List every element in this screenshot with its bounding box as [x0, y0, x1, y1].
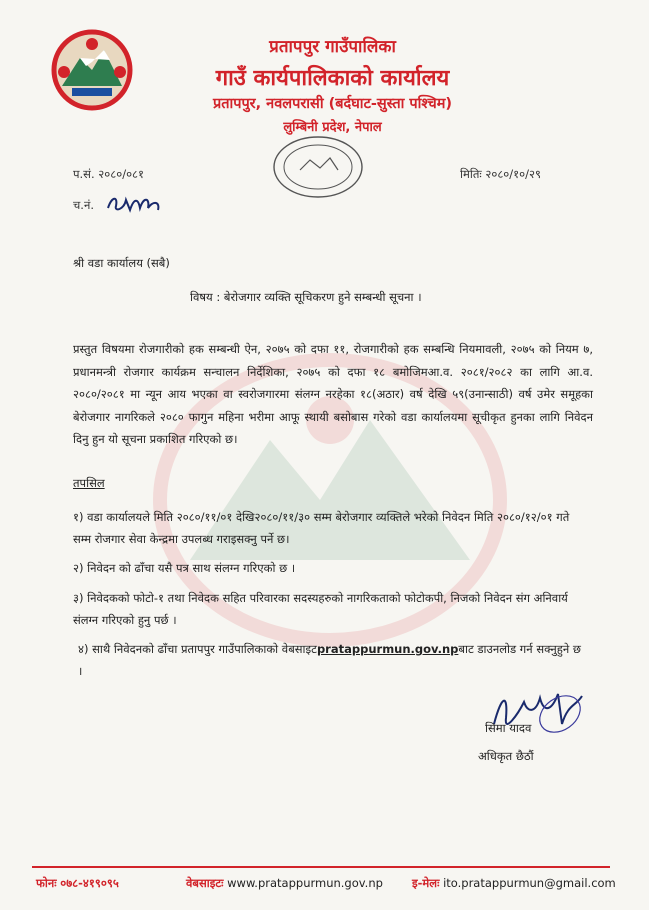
municipality-name: प्रतापपुर गाउँपालिका	[269, 37, 396, 57]
footer-website-link[interactable]: www.pratappurmun.gov.np	[227, 876, 383, 890]
footer-divider	[32, 866, 610, 868]
office-address: प्रतापपुर, नवलपरासी (बर्दघाट-सुस्ता पश्चिम)	[212, 96, 453, 112]
list-item: २) निवेदन को ढाँचा यसै पत्र साथ संलग्न गरिएको छ ।	[73, 561, 296, 575]
phone-number: ०७८-४१९०९५	[60, 876, 119, 890]
handwritten-dispatch-number	[104, 190, 164, 216]
website-label: वेबसाइटः	[186, 876, 224, 890]
footer-email-link[interactable]: ito.pratappurmun@gmail.com	[443, 876, 616, 890]
addressee: श्री वडा कार्यालय (सबै)	[73, 256, 170, 270]
letter-number: प.सं. २०८०/०८१	[73, 167, 145, 181]
letter-date: मितिः २०८०/१०/२९	[460, 167, 541, 181]
footer-website	[186, 876, 383, 891]
item4-text-after: बाट डाउनलोड गर्न सक्नुहुने छ ।	[78, 642, 581, 678]
subject-line: विषय : बेरोजगार व्यक्ति सूचिकरण हुने सम्बन्धी सूचना ।	[190, 290, 422, 304]
list-item: १) वडा कार्यालयले मिति २०८०/११/०१ देखि२०८०/११/३० सम्म बेरोजगार व्यक्तिले भरेको निवेदन मिति २०८०/१२/०१ गते सम्म रोजगार सेवा केन्द्रमा उपलब्ध गराइसक्नु पर्ने छ।	[73, 510, 570, 546]
list-item	[78, 638, 583, 682]
item4-text-before: ४) साथै निवेदनको ढाँचा प्रतापपुर गाउँपालिकाको वेबसाइट	[78, 642, 317, 656]
body-paragraph: प्रस्तुत विषयमा रोजगारीको हक सम्बन्धी ऐन, २०७५ को दफा ११, रोजगारीको हक सम्बन्धि नियमावली, २०७५ को नियम ७, प्रधानमन्त्री रोजगार कार्यक्रम सन्चालन निर्देशिका, २०७५ को दफा १८ बमोजिमआ.व. २०८१/२०८२ का लागि आ.व. २०८०/२०८१ मा न्यून आय भएका वा स्वरोजगारमा संलग्न नरहेका १८(अठार) वर्ष देखि ५९(उनान्साठी) वर्ष उमेर समूहका बेरोजगार नागरिकले २०८० फागुन महिना भरीमा आफू स्थायी बसोबास गरेको वडा कार्यालयमा सूचीकृत हुनका लागि निवेदन दिनु हुन यो सूचना प्रकाशित गरिएको छ।	[73, 342, 593, 446]
footer-phone	[36, 876, 119, 891]
province-line: लुम्बिनी प्रदेश, नेपाल	[283, 120, 382, 135]
email-label: इ-मेलः	[412, 876, 440, 890]
office-stamp	[270, 132, 366, 202]
website-link[interactable]: pratappurmun.gov.np	[316, 642, 459, 656]
signatory-name: सिमा यादव	[485, 721, 532, 735]
phone-label: फोनः	[36, 876, 57, 890]
details-heading: तपसिल	[73, 476, 105, 490]
list-item: ३) निवेदकको फोटो-१ तथा निवेदक सहित परिवारका सदस्यहरुको नागरिकताको फोटोकपी, निजको निवेदन संग अनिवार्य संलग्न गरिएको हुनु पर्छ ।	[73, 591, 568, 627]
dispatch-number-label: च.नं.	[73, 198, 94, 212]
footer-email	[412, 876, 616, 891]
office-title: गाउँ कार्यपालिकाको कार्यालय	[215, 66, 450, 91]
signatory-post: अधिकृत छैठौं	[478, 749, 534, 763]
